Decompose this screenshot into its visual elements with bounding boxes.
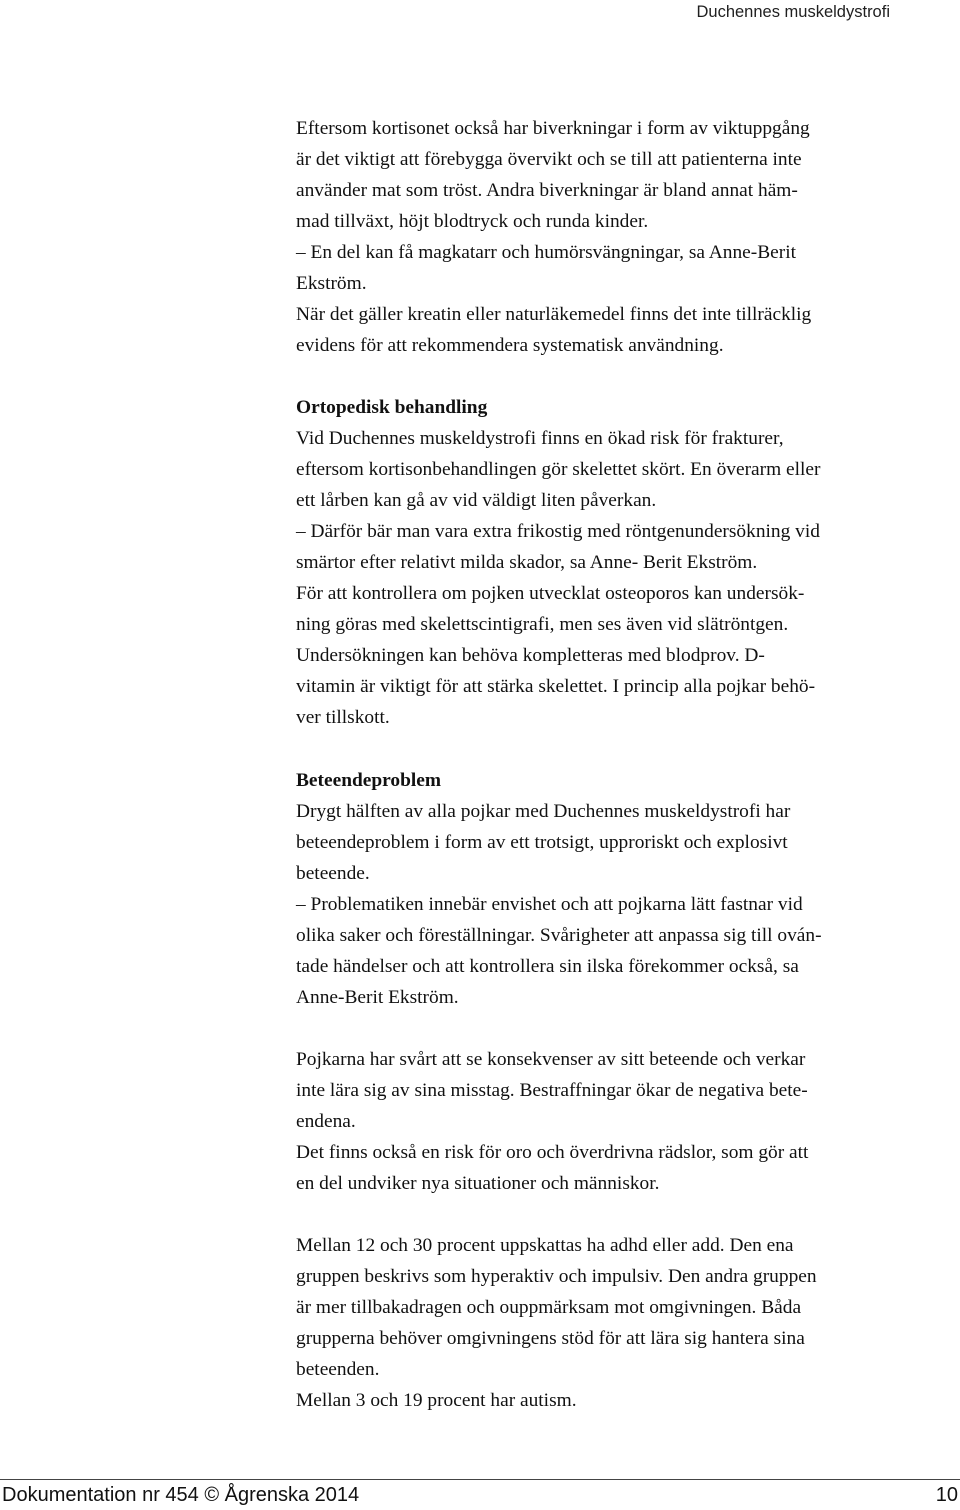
text-line: inte lära sig av sina misstag. Bestraffningar ökar de negativa bete- [296, 1080, 808, 1101]
text-line: För att kontrollera om pojken utvecklat osteoporos kan undersök- [296, 583, 805, 604]
text-line: vitamin är viktigt för att stärka skelettet. I princip alla pojkar behö- [296, 676, 816, 697]
text-line: ver tillskott. [296, 707, 390, 728]
text-line: Drygt hälften av alla pojkar med Duchennes muskeldystrofi har [296, 801, 791, 822]
text-line: är mer tillbakadragen och ouppmärksam mot omgivningen. Båda [296, 1297, 802, 1318]
footer-publication: Dokumentation nr 454 © Ågrenska 2014 [2, 1484, 360, 1506]
page-number: 10 [935, 1484, 958, 1506]
text-line: – En del kan få magkatarr och humörsvängningar, sa Anne-Berit [296, 242, 796, 263]
text-line: mad tillväxt, höjt blodtryck och runda kinder. [296, 211, 649, 232]
spacer [296, 361, 936, 392]
text-line: beteendeproblem i form av ett trotsigt, upproriskt och explosivt [296, 832, 788, 853]
text-line: är det viktigt att förebygga övervikt och se till att patienterna inte [296, 149, 802, 170]
text-line: olika saker och föreställningar. Svårigheter att anpassa sig till ován- [296, 925, 822, 946]
text-line: endena. [296, 1111, 356, 1132]
text-line: Vid Duchennes muskeldystrofi finns en ökad risk för frakturer, [296, 428, 784, 449]
text-line: beteende. [296, 863, 370, 884]
text-line: Mellan 12 och 30 procent uppskattas ha adhd eller add. Den ena [296, 1235, 794, 1256]
text-line: Mellan 3 och 19 procent har autism. [296, 1390, 577, 1411]
section-orthopedic-treatment [296, 392, 936, 733]
text-line: använder mat som tröst. Andra biverkningar är bland annat häm- [296, 180, 798, 201]
page-footer [0, 1479, 960, 1509]
text-line: Pojkarna har svårt att se konsekvenser av sitt beteende och verkar [296, 1049, 806, 1070]
text-line: beteenden. [296, 1359, 380, 1380]
section-behavior-problems [296, 765, 936, 1013]
section-consequences [296, 1044, 936, 1199]
text-line: Eftersom kortisonet också har biverkningar i form av viktuppgång [296, 118, 810, 139]
text-line: Undersökningen kan behöva kompletteras med blodprov. D- [296, 645, 765, 666]
spacer [296, 1199, 936, 1230]
text-line: gruppen beskrivs som hyperaktiv och impulsiv. Den andra gruppen [296, 1266, 817, 1287]
running-header: Duchennes muskeldystrofi [696, 3, 890, 21]
text-line: ning göras med skelettscintigrafi, men ses även vid slätröntgen. [296, 614, 789, 635]
section-heading: Ortopedisk behandling [296, 397, 488, 418]
text-line: När det gäller kreatin eller naturläkemedel finns det inte tillräcklig [296, 304, 812, 325]
text-line: tade händelser och att kontrollera sin ilska förekommer också, sa [296, 956, 799, 977]
text-line: en del undviker nya situationer och människor. [296, 1173, 660, 1194]
spacer [296, 733, 936, 765]
text-line: – Problematiken innebär envishet och att pojkarna lätt fastnar vid [296, 894, 803, 915]
text-line: Ekström. [296, 273, 367, 294]
text-line: smärtor efter relativt milda skador, sa Anne- Berit Ekström. [296, 552, 758, 573]
spacer [296, 1013, 936, 1044]
text-line: eftersom kortisonbehandlingen gör skelettet skört. En överarm eller [296, 459, 821, 480]
text-line: ett lårben kan gå av vid väldigt liten påverkan. [296, 490, 657, 511]
section-cortisone-side-effects [296, 113, 936, 361]
section-heading: Beteendeproblem [296, 770, 442, 791]
text-line: grupperna behöver omgivningens stöd för att lära sig hantera sina [296, 1328, 805, 1349]
section-adhd-autism [296, 1230, 936, 1416]
article-body [296, 113, 936, 1416]
text-line: evidens för att rekommendera systematisk användning. [296, 335, 724, 356]
text-line: – Därför bär man vara extra frikostig med röntgenundersökning vid [296, 521, 820, 542]
text-line: Anne-Berit Ekström. [296, 987, 459, 1008]
text-line: Det finns också en risk för oro och överdrivna rädslor, som gör att [296, 1142, 809, 1163]
